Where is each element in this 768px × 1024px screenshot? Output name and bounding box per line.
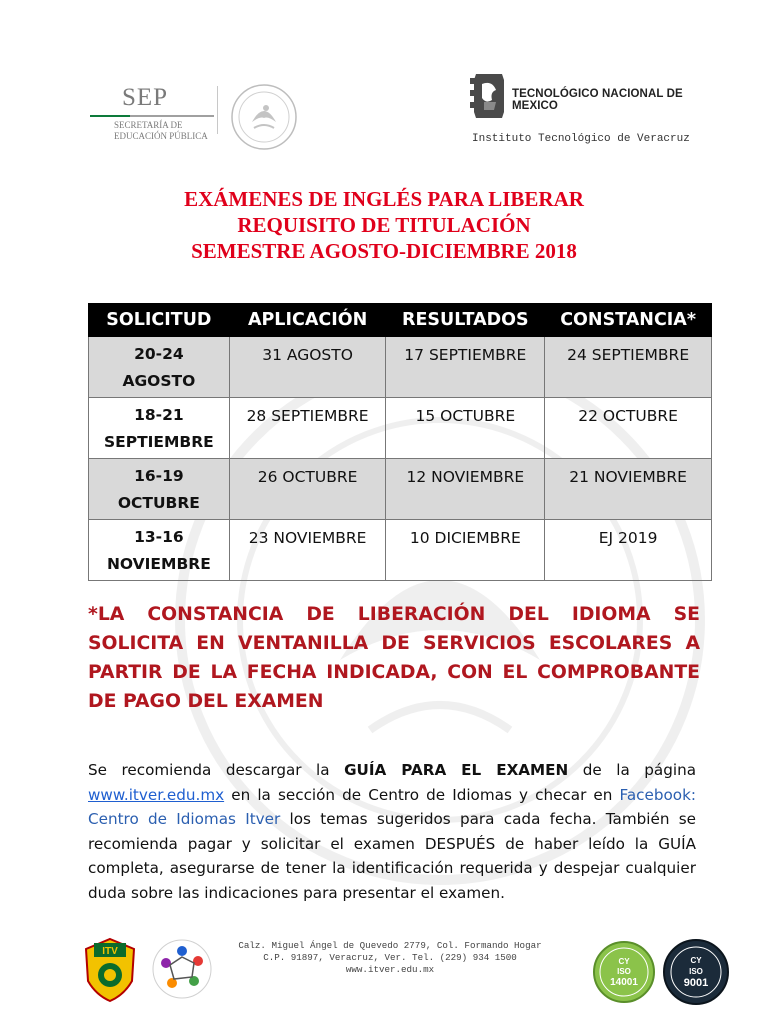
title-line-3: SEMESTRE AGOSTO-DICIEMBRE 2018 — [191, 239, 577, 263]
iso1-top: CY — [618, 957, 630, 966]
iso2-top: CY — [690, 956, 702, 965]
sep-logo — [90, 82, 220, 152]
tecnm-logo — [470, 70, 706, 125]
sep-wordmark: SEP — [122, 84, 169, 111]
para-text-4: los temas sugeridos para cada fecha. También se recomienda pagar y solicitar el examen DESPUÉS de haber leído la GUÍA completa, asegurarse de tener la identificación requerida y despejar cualquier duda sobre las indicaciones para presentar el examen. — [88, 810, 696, 902]
cell-aplicacion: 28 SEPTIEMBRE — [229, 398, 386, 459]
solicitud-month: AGOSTO — [122, 372, 196, 390]
cell-solicitud — [89, 337, 230, 398]
header-resultados: RESULTADOS — [386, 304, 545, 337]
cell-aplicacion: 26 OCTUBRE — [229, 459, 386, 520]
cell-solicitud — [89, 459, 230, 520]
para-text-1: Se recomienda descargar la — [88, 761, 345, 779]
footer-address — [200, 940, 580, 976]
solicitud-dates: 18-21 — [134, 406, 184, 424]
coat-of-arms-icon — [228, 82, 300, 152]
cell-resultados: 15 OCTUBRE — [386, 398, 545, 459]
footer-line-3: www.itver.edu.mx — [345, 964, 435, 975]
cell-aplicacion: 23 NOVIEMBRE — [229, 520, 386, 581]
constancia-note: *LA CONSTANCIA DE LIBERACIÓN DEL IDIOMA SE SOLICITA EN VENTANILLA DE SERVICIOS ESCOLARES A PARTIR DE LA FECHA INDICADA, CON EL COMPROBANTE DE PAGO DEL EXAMEN — [88, 604, 700, 712]
tecnm-name: TECNOLÓGICO NACIONAL DE MEXICO — [512, 88, 683, 112]
cell-resultados: 10 DICIEMBRE — [386, 520, 545, 581]
header-divider — [217, 86, 218, 134]
cell-solicitud — [89, 398, 230, 459]
cell-aplicacion: 31 AGOSTO — [229, 337, 386, 398]
solicitud-dates: 16-19 — [134, 467, 184, 485]
sep-subtitle — [114, 120, 208, 142]
cell-constancia: EJ 2019 — [545, 520, 712, 581]
iso-14001-badge-icon — [590, 934, 658, 1006]
sep-subtitle-line2: EDUCACIÓN PÚBLICA — [114, 131, 208, 141]
table-row — [89, 520, 712, 581]
cell-constancia: 24 SEPTIEMBRE — [545, 337, 712, 398]
solicitud-dates: 13-16 — [134, 528, 184, 546]
header-aplicacion: APLICACIÓN — [229, 304, 386, 337]
cell-constancia: 22 OCTUBRE — [545, 398, 712, 459]
table-row — [89, 398, 712, 459]
table-row — [89, 459, 712, 520]
iso2-number: 9001 — [683, 977, 709, 989]
tecnm-gear-icon — [470, 70, 508, 122]
schedule-table — [88, 303, 712, 581]
cell-solicitud — [89, 520, 230, 581]
iso-9001-badge-icon — [660, 932, 732, 1008]
cell-resultados: 17 SEPTIEMBRE — [386, 337, 545, 398]
solicitud-month: OCTUBRE — [117, 494, 200, 512]
itv-label: ITV — [102, 946, 118, 957]
institute-name: Instituto Tecnológico de Veracruz — [472, 133, 690, 145]
solicitud-month: NOVIEMBRE — [106, 555, 211, 573]
sep-green-line — [90, 115, 130, 117]
title-line-1: EXÁMENES DE INGLÉS PARA LIBERAR — [184, 187, 584, 211]
document-title — [84, 186, 684, 264]
para-text-3: en la sección de Centro de Idiomas y checar en — [224, 785, 620, 804]
table-row — [89, 337, 712, 398]
cell-resultados: 12 NOVIEMBRE — [386, 459, 545, 520]
header-solicitud: SOLICITUD — [89, 304, 230, 337]
table-header-row — [89, 304, 712, 337]
itv-logo-icon — [80, 937, 140, 1003]
iso2-mid: ISO — [689, 967, 703, 976]
solicitud-dates: 20-24 — [134, 345, 184, 363]
website-link[interactable]: www.itver.edu.mx — [88, 785, 225, 804]
footer-line-1: Calz. Miguel Ángel de Quevedo 2779, Col. Formando Hogar — [238, 940, 542, 951]
solicitud-month: SEPTIEMBRE — [103, 433, 214, 451]
title-line-2: REQUISITO DE TITULACIÓN — [237, 213, 531, 237]
instructions-paragraph — [88, 758, 696, 905]
facebook-link[interactable]: Facebook: Centro de Idiomas Itver — [88, 785, 696, 828]
guide-name: GUÍA PARA EL EXAMEN — [344, 761, 569, 779]
footer-line-2: C.P. 91897, Veracruz, Ver. Tel. (229) 934 1500 — [263, 952, 517, 963]
iso1-number: 14001 — [610, 977, 638, 988]
sep-subtitle-line1: SECRETARÍA DE — [114, 120, 183, 130]
iso1-mid: ISO — [617, 967, 631, 976]
cell-constancia: 21 NOVIEMBRE — [545, 459, 712, 520]
header-constancia: CONSTANCIA* — [545, 304, 712, 337]
para-text-2: de la página — [568, 761, 697, 779]
